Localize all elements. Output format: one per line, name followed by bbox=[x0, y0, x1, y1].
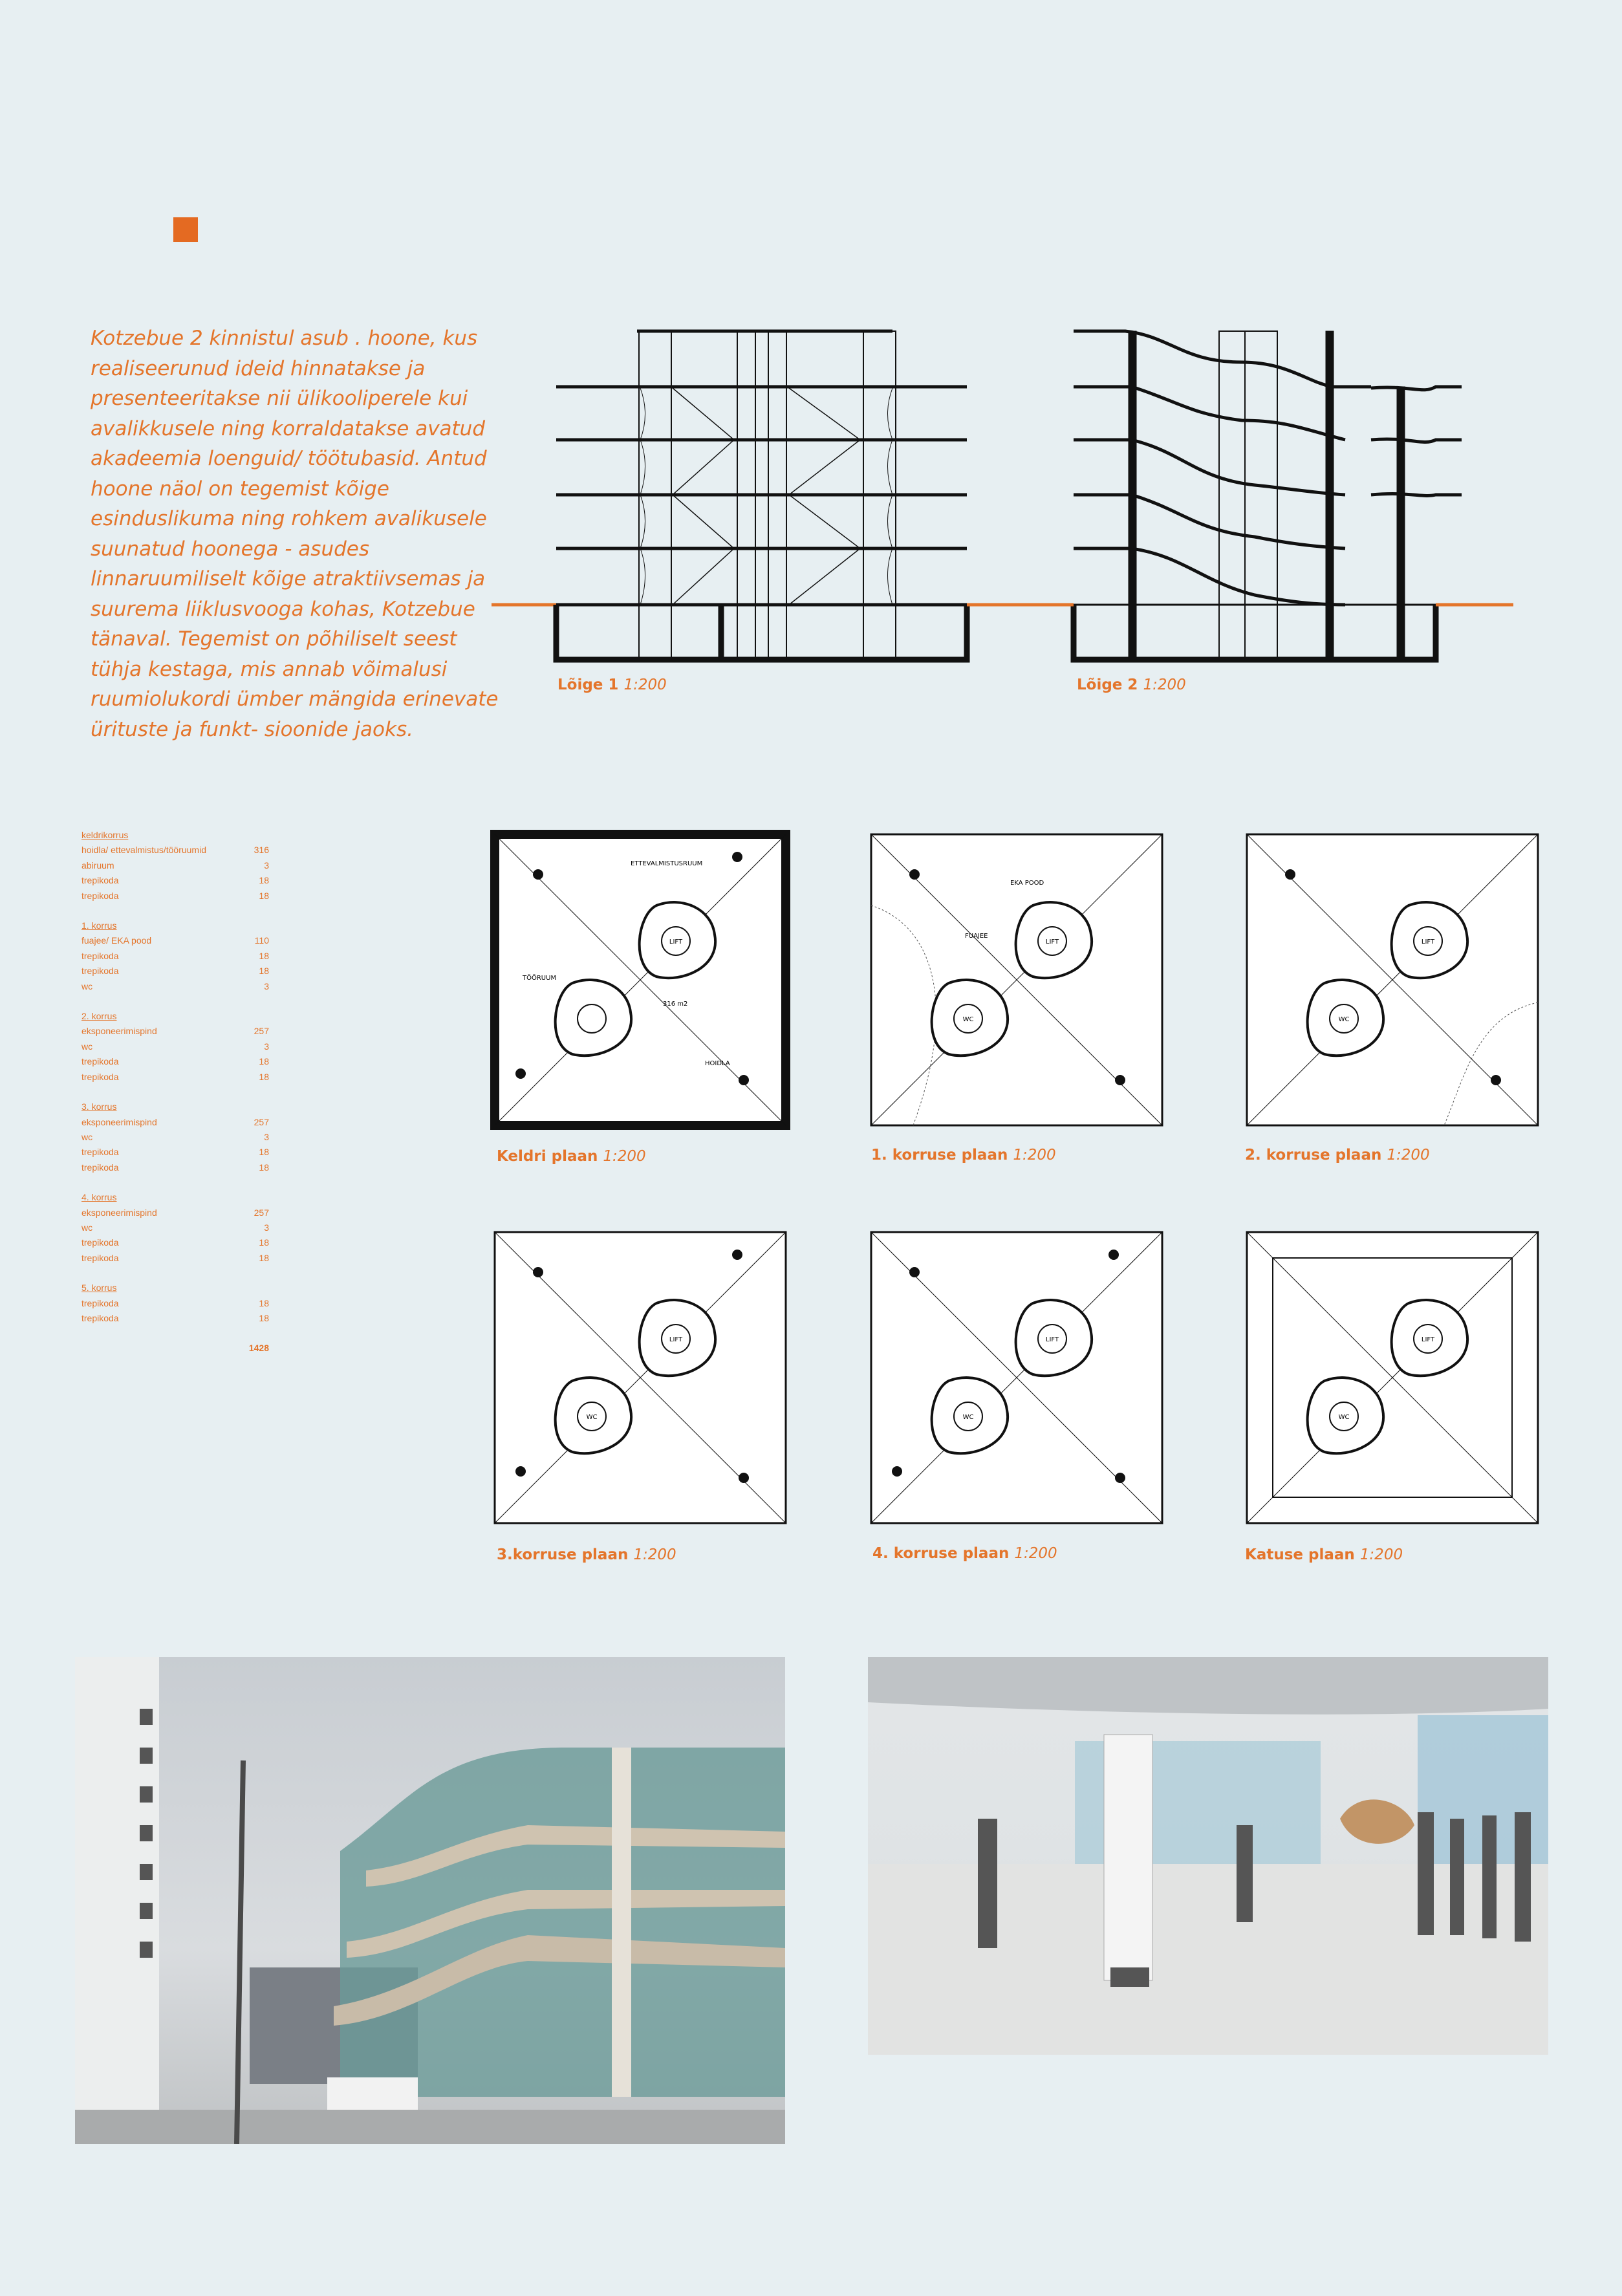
area-row-value: 18 bbox=[259, 1147, 269, 1158]
area-row-value: 3 bbox=[264, 1222, 269, 1233]
area-row-label: trepikoda bbox=[81, 1237, 119, 1248]
plan-4-korrus bbox=[871, 1232, 1162, 1523]
svg-text:LIFT: LIFT bbox=[1045, 938, 1059, 946]
area-row bbox=[81, 843, 269, 858]
area-row bbox=[81, 1039, 269, 1054]
area-floor-name: 4. korrus bbox=[81, 1192, 117, 1203]
plan-caption-4: 4. korruse plaan 1:200 bbox=[872, 1545, 1057, 1562]
area-row-label: trepikoda bbox=[81, 966, 119, 977]
area-row-value: 18 bbox=[259, 1252, 269, 1263]
svg-text:EKA POOD: EKA POOD bbox=[1010, 880, 1044, 887]
svg-text:LIFT: LIFT bbox=[669, 1336, 683, 1343]
area-row bbox=[81, 1311, 269, 1326]
area-row-label: trepikoda bbox=[81, 1312, 119, 1323]
area-row-value: 18 bbox=[259, 890, 269, 901]
svg-text:LIFT: LIFT bbox=[1421, 1336, 1435, 1343]
area-row-label: trepikoda bbox=[81, 1162, 119, 1173]
plan-caption-1: 1. korruse plaan 1:200 bbox=[871, 1147, 1056, 1164]
svg-text:TÖÖRUUM: TÖÖRUUM bbox=[523, 975, 557, 982]
plan-1-korrus bbox=[871, 834, 1162, 1125]
svg-text:ETTEVALMISTUSRUUM: ETTEVALMISTUSRUUM bbox=[631, 860, 703, 867]
svg-text:WC: WC bbox=[962, 1016, 974, 1023]
area-row-label: eksponeerimispind bbox=[81, 1026, 157, 1037]
area-row-value: 316 bbox=[254, 845, 269, 856]
area-row bbox=[81, 979, 269, 994]
interior-render bbox=[868, 1657, 1548, 2055]
area-floor-block bbox=[81, 1281, 269, 1326]
area-row bbox=[81, 964, 269, 979]
area-row-label: wc bbox=[81, 980, 93, 991]
area-floor-name: 2. korrus bbox=[81, 1011, 117, 1022]
exterior-render-illustration bbox=[75, 1657, 785, 2144]
area-floor-block bbox=[81, 1099, 269, 1175]
area-row-value: 3 bbox=[264, 980, 269, 991]
area-row-label: wc bbox=[81, 1222, 93, 1233]
area-row-label: trepikoda bbox=[81, 890, 119, 901]
area-row bbox=[81, 1251, 269, 1266]
svg-text:FUAJEE: FUAJEE bbox=[965, 933, 988, 940]
plan-caption-keldri: Keldri plaan 1:200 bbox=[497, 1148, 646, 1165]
area-row bbox=[81, 1130, 269, 1145]
area-row-label: trepikoda bbox=[81, 1147, 119, 1158]
area-row-label: trepikoda bbox=[81, 1252, 119, 1263]
area-row-value: 3 bbox=[264, 1041, 269, 1052]
area-row-value: 18 bbox=[259, 950, 269, 961]
svg-text:WC: WC bbox=[1338, 1016, 1350, 1023]
area-row-label: trepikoda bbox=[81, 1071, 119, 1082]
area-row bbox=[81, 1206, 269, 1220]
area-row-value: 257 bbox=[254, 1026, 269, 1037]
area-row-value: 3 bbox=[264, 860, 269, 871]
plan-3-korrus bbox=[495, 1232, 786, 1523]
area-row-label: wc bbox=[81, 1041, 93, 1052]
area-row-value: 18 bbox=[259, 1312, 269, 1323]
area-table bbox=[81, 828, 269, 1356]
area-floor-block bbox=[81, 828, 269, 904]
section-2-caption: Lõige 2 1:200 bbox=[1077, 677, 1186, 693]
area-row bbox=[81, 873, 269, 888]
accent-square bbox=[173, 217, 198, 242]
svg-text:316 m2: 316 m2 bbox=[663, 1001, 688, 1008]
area-floor-name: 3. korrus bbox=[81, 1101, 117, 1112]
area-row-label: wc bbox=[81, 1131, 93, 1142]
svg-text:WC: WC bbox=[1338, 1414, 1350, 1421]
svg-text:HOIDLA: HOIDLA bbox=[705, 1060, 730, 1067]
area-row-value: 18 bbox=[259, 1056, 269, 1067]
plan-caption-katus: Katuse plaan 1:200 bbox=[1245, 1546, 1403, 1563]
area-floor-block bbox=[81, 918, 269, 994]
area-row-value: 3 bbox=[264, 1131, 269, 1142]
area-row-label: trepikoda bbox=[81, 950, 119, 961]
area-row bbox=[81, 1296, 269, 1311]
area-row bbox=[81, 1115, 269, 1130]
area-row-label: hoidla/ ettevalmistus/tööruumid bbox=[81, 845, 206, 856]
area-row-value: 18 bbox=[259, 875, 269, 886]
area-row-value: 18 bbox=[259, 1071, 269, 1082]
svg-text:WC: WC bbox=[586, 1414, 598, 1421]
plan-caption-2: 2. korruse plaan 1:200 bbox=[1245, 1147, 1430, 1164]
area-row bbox=[81, 1054, 269, 1069]
area-row-label: trepikoda bbox=[81, 1056, 119, 1067]
area-row-label: trepikoda bbox=[81, 1297, 119, 1308]
area-row bbox=[81, 889, 269, 904]
area-row bbox=[81, 1024, 269, 1039]
area-row bbox=[81, 1235, 269, 1250]
area-row-value: 257 bbox=[254, 1116, 269, 1127]
area-row bbox=[81, 1160, 269, 1175]
area-row bbox=[81, 1145, 269, 1160]
interior-render-illustration bbox=[868, 1657, 1548, 2055]
svg-text:WC: WC bbox=[962, 1414, 974, 1421]
floor-plans bbox=[479, 808, 1565, 1552]
area-floor-name: keldrikorrus bbox=[81, 830, 129, 840]
area-row-value: 18 bbox=[259, 1297, 269, 1308]
area-row-value: 257 bbox=[254, 1207, 269, 1218]
section-2-drawing bbox=[1038, 331, 1513, 660]
plan-2-korrus bbox=[1247, 834, 1538, 1125]
area-row bbox=[81, 949, 269, 964]
area-row-label: eksponeerimispind bbox=[81, 1207, 157, 1218]
svg-text:LIFT: LIFT bbox=[669, 938, 683, 946]
exterior-render bbox=[75, 1657, 785, 2144]
area-row-label: trepikoda bbox=[81, 875, 119, 886]
area-row-value: 110 bbox=[254, 935, 269, 946]
svg-text:LIFT: LIFT bbox=[1045, 1336, 1059, 1343]
area-floor-block bbox=[81, 1009, 269, 1085]
area-floor-name: 1. korrus bbox=[81, 920, 117, 931]
section-1-caption: Lõige 1 1:200 bbox=[557, 677, 667, 693]
plan-keldri bbox=[495, 834, 786, 1125]
area-row bbox=[81, 933, 269, 948]
area-row-value: 18 bbox=[259, 966, 269, 977]
area-row-label: fuajee/ EKA pood bbox=[81, 935, 152, 946]
area-total: 1428 bbox=[248, 1343, 269, 1354]
area-row-label: abiruum bbox=[81, 860, 114, 871]
area-floor-name: 5. korrus bbox=[81, 1283, 117, 1294]
area-row bbox=[81, 858, 269, 873]
intro-text: Kotzebue 2 kinnistul asub . hoone, kus realiseerunud ideid hinnatakse ja presenteeritakse nii ülikooliperele kui avalikkusele ning korraldatakse avatud akadeemia loenguid/ töötubasid. Antud hoone näol on tegemist kõige esinduslikuma ning rohkem avalikusele suunatud hoonega - asudes linnaruumiliselt kõige atraktiivsemas ja suurema liiklusvooga kohas, Kotzebue tänaval. Tegemist on põhiliselt seest tühja kestaga, mis annab võimalusi ruumiolukordi ümber mängida erinevate ürituste ja funkt- sioonide jaoks. bbox=[91, 327, 499, 741]
area-row bbox=[81, 1070, 269, 1085]
plan-caption-3: 3.korruse plaan 1:200 bbox=[497, 1546, 676, 1563]
sections-drawing bbox=[492, 323, 1584, 692]
area-row bbox=[81, 1220, 269, 1235]
area-floor-block bbox=[81, 1190, 269, 1266]
area-row-value: 18 bbox=[259, 1237, 269, 1248]
area-row-value: 18 bbox=[259, 1162, 269, 1173]
plan-katus bbox=[1247, 1232, 1538, 1523]
svg-text:LIFT: LIFT bbox=[1421, 938, 1435, 946]
section-1-drawing bbox=[492, 331, 1044, 660]
area-row-label: eksponeerimispind bbox=[81, 1116, 157, 1127]
